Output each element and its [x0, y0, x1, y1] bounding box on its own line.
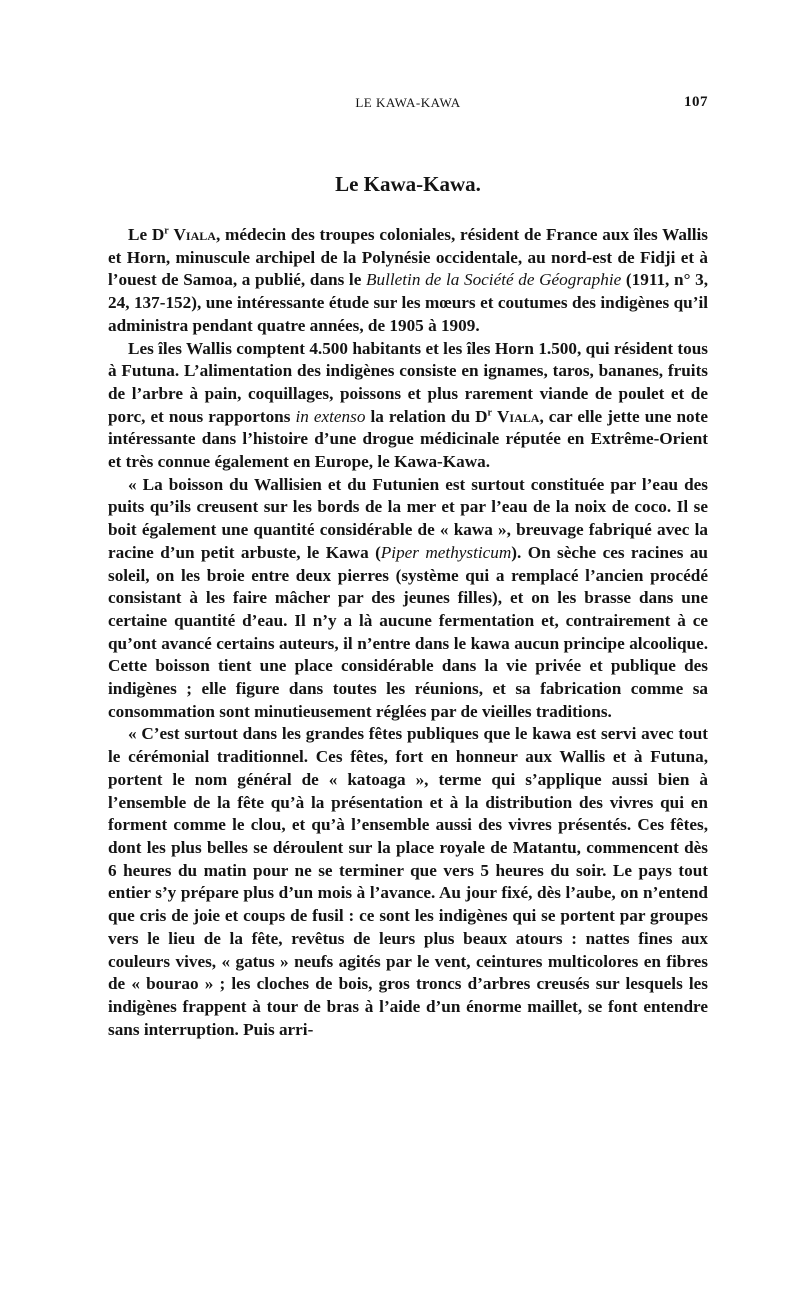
text-run: Le D — [128, 225, 165, 244]
text-run: ). On sèche ces racines au soleil, on les broie entre deux pierres (système qui a remplacé l’ancien procédé consistant à les faire mâcher par des jeunes filles), et on les brasse dans une certaine quantité d’eau. Il n’y a là aucune fermentation et, contrairement à ce qu’ont avancé certains auteurs, il n’entre dans le kawa aucun principe alcoolique. Cette boisson tient une place considérable dans la vie privée et publique des indigènes ; elle figure dans toutes les réunions, et sa fabrication comme sa consommation sont minutieusement réglées par de vieilles traditions. — [108, 542, 708, 721]
running-head — [108, 95, 708, 115]
text-run: la relation du D — [365, 406, 488, 426]
paragraph-3 — [108, 474, 708, 724]
superscript: r — [487, 406, 492, 418]
text-run: « La boisson du Wallisien et du Futunien est surtout constituée par l’eau des puits qu’ils creusent sur les bords de la mer et par l’eau de la noix de coco. Il se boit également une quantité considérable de « kawa », breuvage fabriqué avec la racine d’un petit arbuste, le Kawa ( — [108, 474, 708, 562]
species-name: Piper methysticum — [380, 542, 512, 562]
paragraph-2 — [108, 338, 708, 474]
journal-title: Bulletin de la Société de Géographie — [366, 270, 622, 290]
text-run: (1911, n° 3, 24, 137-152), une intéressante étude sur les mœurs et coutumes des indigènes qu’il administra pendant quatre années, de 1905 à 1909. — [108, 270, 708, 335]
text-run: , médecin des troupes coloniales, résident de France aux îles Wallis et Horn, minuscule archipel de la Polynésie occidentale, au nord-est de Fidji et à l’ouest de Samoa, a publié, dans le — [108, 225, 708, 290]
running-title: LE KAWA-KAWA — [355, 95, 461, 110]
article-title: Le Kawa-Kawa. — [335, 172, 481, 196]
article-body — [108, 224, 708, 1041]
author-name: Viala — [497, 406, 540, 426]
paragraph-4: « C’est surtout dans les grandes fêtes publiques que le kawa est servi avec tout le cérémonial traditionnel. Ces fêtes, fort en honneur aux Wallis et à Futuna, portent le nom général de « katoaga », terme qui s’applique aussi bien à l’ensemble de la fête qu’à la présentation et à la distribution des vivres qui en forment comme le clou, et qu’à l’ensemble aussi des vivres présentés. Ces fêtes, dont les plus belles se déroulent sur la place royale de Matantu, commencent dès 6 heures du matin pour ne se terminer que vers 5 heures du soir. Le pays tout entier s’y prépare plus d’un mois à l’avance. Au jour fixé, dès l’aube, on n’entend que cris de joie et coups de fusil : ce sont les indigènes qui se portent par groupes vers le lieu de la fête, revêtus de leurs plus beaux atours : nattes fines aux couleurs vives, « gatus » neufs agités par le vent, ceintures multicolores en fibres de « bourao » ; les cloches de bois, gros troncs d’arbres creusés sur lesquels les indigènes frappent à tour de bras à l’aide d’un énorme maillet, se font entendre sans interruption. Puis arri- — [108, 724, 708, 1039]
superscript: r — [164, 225, 169, 237]
text-run: Les îles Wallis comptent 4.500 habitants et les îles Horn 1.500, qui résident tous à Futuna. L’alimentation des indigènes consiste en ignames, taros, bananes, fruits de l’arbre à pain, coquillages, poissons et plus rarement viande de poulet et de porc, et nous rapportons — [108, 338, 708, 426]
text-run: , car elle jette une note intéressante dans l’histoire d’une drogue médicinale réputée en Extrême-Orient et très connue également en Europe, le Kawa-Kawa. — [108, 406, 709, 472]
page-number: 107 — [684, 94, 708, 110]
italic-phrase: in extenso — [295, 406, 366, 426]
author-name: Viala — [173, 225, 216, 244]
paragraph-1 — [108, 224, 708, 338]
